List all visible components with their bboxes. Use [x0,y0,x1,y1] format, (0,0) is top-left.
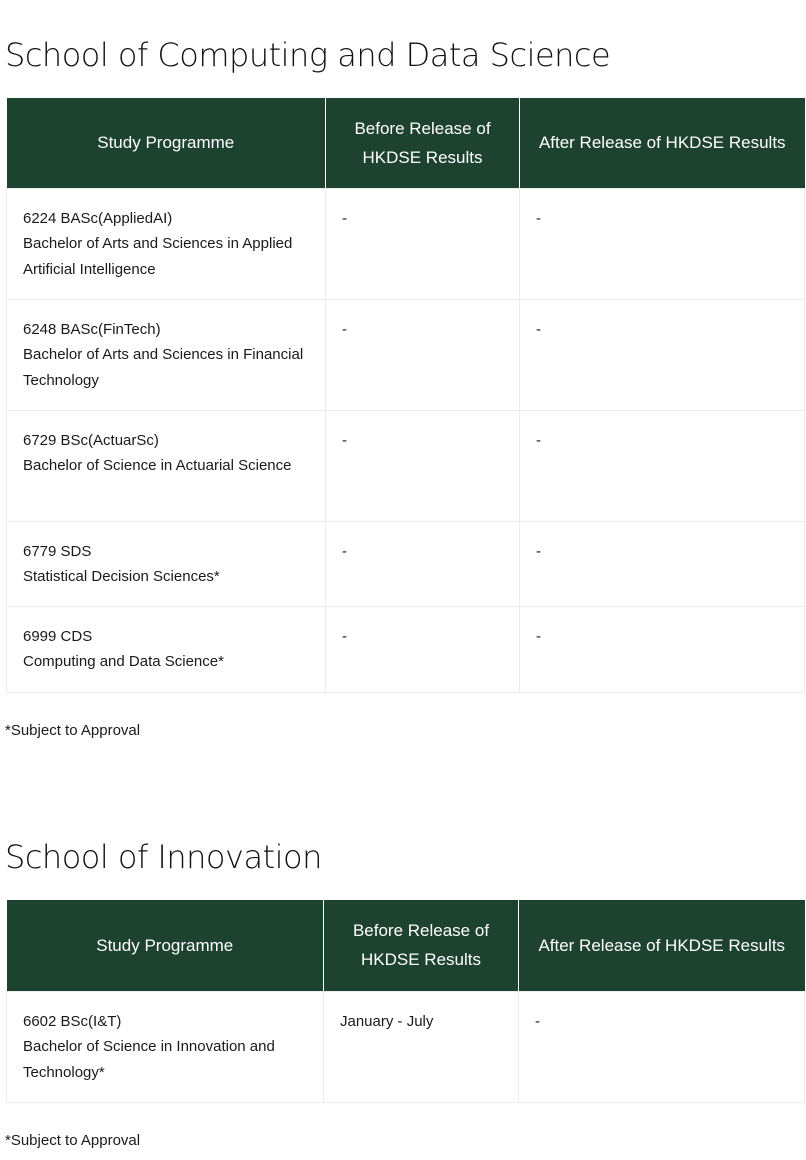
approval-note: *Subject to Approval [5,1132,141,1149]
section-title-computing-data-science: School of Computing and Data Science [5,36,611,74]
header-after-release: After Release of HKDSE Results [520,98,805,188]
header-after-release: After Release of HKDSE Results [519,900,805,991]
programme-code: 6224 BASc(AppliedAI) [23,209,173,227]
approval-note: *Subject to Approval [5,722,141,739]
table-row [7,521,805,606]
programme-cell [7,991,324,1102]
programme-cell [7,410,326,521]
programme-cell [7,188,326,299]
header-study-programme: Study Programme [7,98,326,188]
programme-code: 6248 BASc(FinTech) [23,320,161,338]
after-release-value: - [520,188,805,299]
programme-code: 6999 CDS [23,627,93,645]
table-row [7,299,805,410]
before-release-value: - [326,606,520,692]
programme-name: Bachelor of Science in Actuarial Science [23,457,292,474]
before-release-value: - [326,299,520,410]
programme-code: 6779 SDS [23,542,92,560]
programme-cell [7,521,326,606]
before-release-value: - [326,521,520,606]
programme-name: Bachelor of Arts and Sciences in Applied Artificial Intelligence [23,235,293,278]
table-row [7,606,805,692]
section-title-innovation: School of Innovation [5,838,322,876]
after-release-value: - [520,410,805,521]
programme-name: Bachelor of Arts and Sciences in Financial Technology [23,346,304,389]
after-release-value: - [519,991,805,1102]
programme-name: Statistical Decision Sciences* [23,568,220,585]
programme-code: 6602 BSc(I&T) [23,1012,122,1030]
programme-code: 6729 BSc(ActuarSc) [23,431,159,449]
programme-cell [7,606,326,692]
programme-table-computing [6,98,805,693]
table-row [7,991,805,1102]
after-release-value: - [520,299,805,410]
before-release-value: January - July [324,991,519,1102]
before-release-value: - [326,410,520,521]
programme-cell [7,299,326,410]
programme-name: Bachelor of Science in Innovation and Technology* [23,1038,275,1081]
header-before-release: Before Release of HKDSE Results [324,900,519,991]
header-study-programme: Study Programme [7,900,324,991]
programme-table-innovation [6,900,805,1103]
after-release-value: - [520,606,805,692]
programme-name: Computing and Data Science* [23,653,224,670]
before-release-value: - [326,188,520,299]
after-release-value: - [520,521,805,606]
header-before-release: Before Release of HKDSE Results [326,98,520,188]
table-row [7,410,805,521]
table-row [7,188,805,299]
